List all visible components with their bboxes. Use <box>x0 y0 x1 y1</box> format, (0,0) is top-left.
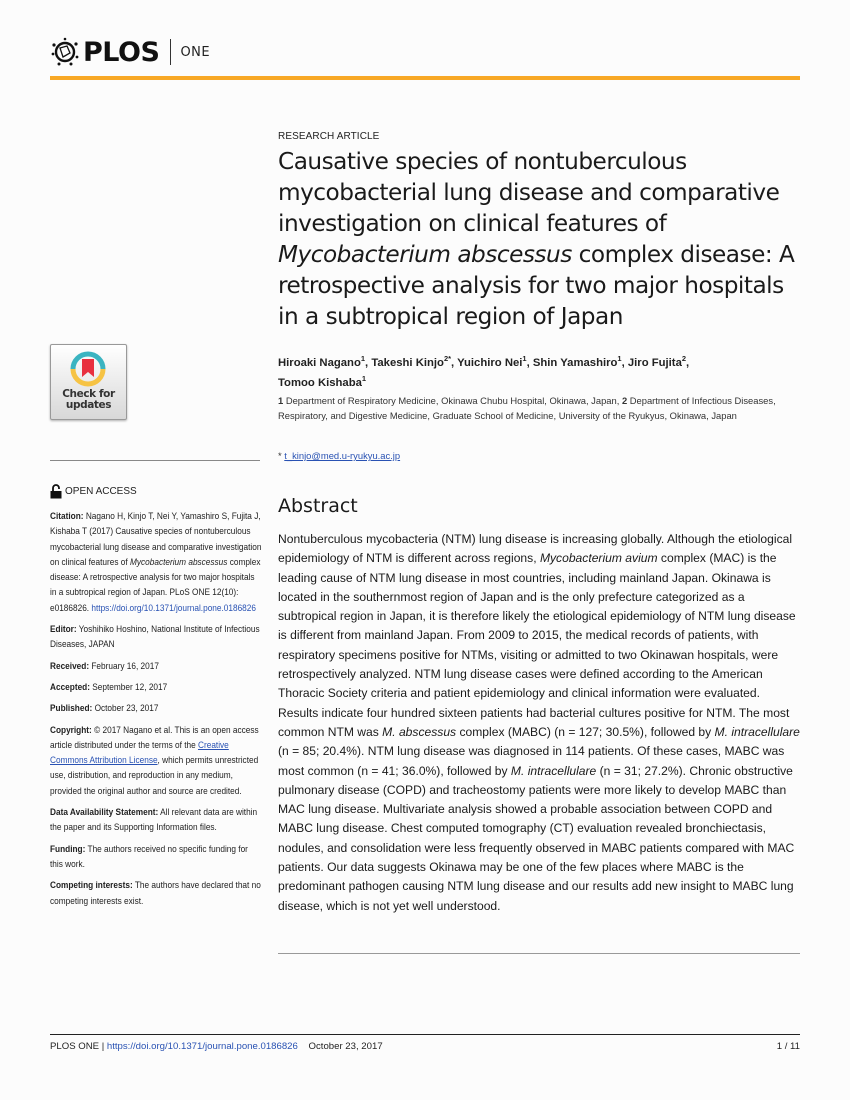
footer-doi-link[interactable]: https://doi.org/10.1371/journal.pone.0186826 <box>106 1041 298 1052</box>
open-access-label: OPEN ACCESS <box>50 484 137 499</box>
corresponding-email <box>278 450 400 461</box>
abstract-divider <box>278 953 800 954</box>
affiliations <box>278 393 798 423</box>
editor: Editor: Yoshihiko Hoshino, National Institute of Infectious Diseases, JAPAN <box>50 624 260 650</box>
page-number: 1 / 11 <box>776 1041 800 1052</box>
title-text: Causative species of nontuberculous mycobacterial lung disease and comparative investigation on clinical features of <box>278 148 780 237</box>
footer-journal: PLOS ONE | <box>50 1041 107 1052</box>
crossmark-icon <box>69 350 107 388</box>
published-date: Published: October 23, 2017 <box>50 703 159 714</box>
author: Hiroaki Nagano$^1$ <box>278 354 366 369</box>
header-accent-rule <box>50 76 800 80</box>
author: Tomoo Kishaba$^1$ <box>278 373 367 389</box>
affiliation-text: Department of Respiratory Medicine, Okinawa Chubu Hospital, Okinawa, Japan, <box>285 395 620 406</box>
plos-wordmark: PLOS <box>83 36 160 68</box>
title-italic-species: Mycobacterium abscessus <box>278 241 572 268</box>
check-for-updates-label: Check for updates <box>62 388 115 411</box>
sidebar-divider <box>50 460 260 461</box>
plos-globe-icon <box>50 37 80 67</box>
citation-doi-link[interactable]: https://doi.org/10.1371/journal.pone.0186826 <box>91 602 256 613</box>
abstract-heading: Abstract <box>278 495 358 517</box>
competing-interests: Competing interests: The authors have declared that no competing interests exist. <box>50 880 261 906</box>
plos-one-logo <box>50 36 210 68</box>
author: Shin Yamashiro$^1$ <box>532 354 622 369</box>
open-lock-icon <box>50 484 62 499</box>
author: Takeshi Kinjo$^{2*}$ <box>371 354 452 369</box>
copyright: Copyright: © 2017 Nagano et al. This is an open access article distributed under the terms of the Creative Commons Attribution License, which permits unrestricted use, distribution, and reproduction in any medium, provided the original author and source are credited. <box>50 724 259 796</box>
funding: Funding: The authors received no specific funding for this work. <box>50 843 248 869</box>
accepted-date: Accepted: September 12, 2017 <box>50 681 168 692</box>
affiliation-number: 2 <box>621 395 628 406</box>
title-text: complex disease: A retrospective analysis for two major hospitals in a subtropical region of Japan <box>278 241 795 330</box>
author: Jiro Fujita$^2$ <box>627 354 687 369</box>
received-date: Received: February 16, 2017 <box>50 660 159 671</box>
corresponding-marker: * <box>278 450 282 461</box>
author-list: Hiroaki Nagano$^1$, Takeshi Kinjo$^{2*}$, Yuichiro Nei$^1$, Shin Yamashiro$^1$, Jiro Fujita$^2$, Tomoo Kishaba$^1$ <box>278 354 690 389</box>
footer-date: October 23, 2017 <box>308 1041 383 1052</box>
article-type: RESEARCH ARTICLE <box>278 131 380 142</box>
license-link[interactable]: Creative Commons Attribution License <box>50 739 229 766</box>
footer-divider <box>50 1034 800 1035</box>
email-link[interactable]: t_kinjo@med.u-ryukyu.ac.jp <box>284 450 401 461</box>
abstract-text: Nontuberculous mycobacteria (NTM) lung disease is increasing globally. Although the etiological epidemiology of NTM is different across regions, Mycobacterium avium complex (MAC) is the leading cause of NTM lung disease in most countries, including mainland Japan. Okinawa is located in the southernmost region of Japan and is the only prefecture categorized as a subtropical region in Japan, it is therefore likely the etiological epidemiology of NTM lung disease is different from mainland Japan. From 2009 to 2015, the medical records of patients, with respiratory specimens positive for NTMs, visiting or admitted to two Okinawan hospitals, were retrospectively analyzed. NTM lung disease cases were defined according to the American Thoracic Society criteria and patient epidemiology and clinical information were evaluated. Results indicate four hundred sixteen patients had bacterial cultures positive for NTM. The most common NTM was M. abscessus complex (MABC) (n = 127; 30.5%), followed by M. intracellulare (n = 85; 20.4%). NTM lung disease was diagnosed in 114 patients. Of these cases, MABC was most common (n = 41; 36.0%), followed by M. intracellulare (n = 31; 27.2%). Chronic obstructive pulmonary disease (COPD) and tracheostomy patients were more likely to develop MABC than MAC lung disease. Multivariate analysis showed a probable association between COPD and MABC lung disease. Chest computed tomography (CT) evaluation revealed bronchiectasis, nodules, and consolidation were less frequently observed in MABC patients compared with MAC patients. Our data suggests Okinawa may be one of the few places where MABC is the predominant pathogen causing NTM lung disease and our results add new insight to MABC lung disease, which is not yet well understood. <box>278 532 800 913</box>
check-for-updates-button[interactable] <box>50 344 127 420</box>
article-metadata-sidebar <box>50 509 262 915</box>
affiliation-text: Department of Infectious Diseases, Respiratory, and Digestive Medicine, Graduate School of Medicine, University of the Ryukyus, Okinawa, Japan <box>278 395 776 421</box>
citation: Citation: Nagano H, Kinjo T, Nei Y, Yamashiro S, Fujita J, Kishaba T (2017) Causative species of nontuberculous mycobacterial lung disease and comparative investigation on clinical features of Mycobacterium abscessus complex disease: A retrospective analysis for two major hospitals in a subtropical region of Japan. PLoS ONE 12(10): e0186826. https://doi.org/10.1371/journal.pone.0186826 <box>50 511 262 613</box>
author: Yuichiro Nei$^1$ <box>457 354 527 369</box>
journal-name: ONE <box>180 44 211 60</box>
data-availability: Data Availability Statement: All relevant data are within the paper and its Supporting Information files. <box>50 807 258 833</box>
page-footer <box>50 1041 800 1052</box>
article-title <box>278 146 808 332</box>
logo-divider <box>170 39 171 65</box>
affiliation-number: 1 <box>278 395 284 406</box>
